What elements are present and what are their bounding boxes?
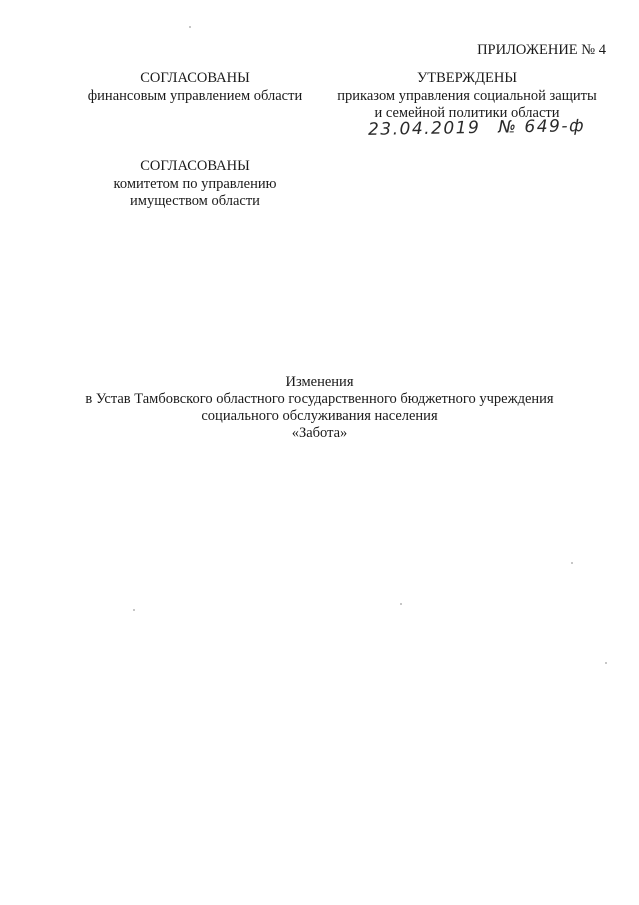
handwritten-date: 23.04.2019 [367, 117, 481, 140]
scan-speck [605, 662, 607, 664]
handwritten-date-number [368, 116, 585, 140]
approval-order-line2: и семейной политики области [374, 105, 560, 121]
scan-speck [133, 609, 135, 611]
document-title [0, 374, 639, 442]
scan-speck [400, 603, 402, 605]
approval-finance-line1: финансовым управлением области [87, 88, 303, 104]
approval-property-line2: имуществом области [130, 193, 260, 209]
approval-property-line1: комитетом по управлению [113, 176, 277, 192]
scan-speck [571, 562, 573, 564]
approval-finance-block [70, 70, 320, 105]
scan-speck [189, 26, 191, 28]
approval-order-line1: приказом управления социальной защиты [337, 88, 597, 104]
document-title-line1: Изменения [285, 374, 354, 390]
approval-property-block [70, 158, 320, 210]
approval-order-block [322, 70, 612, 122]
handwritten-number: № 649-ф [498, 116, 586, 138]
approval-property-heading: СОГЛАСОВАНЫ [140, 158, 250, 174]
document-title-line4: «Забота» [291, 425, 348, 441]
approval-order-heading: УТВЕРЖДЕНЫ [416, 70, 518, 86]
document-title-line2: в Устав Тамбовского областного государственного бюджетного учреждения [85, 391, 554, 407]
approval-finance-heading: СОГЛАСОВАНЫ [140, 70, 250, 86]
appendix-label: ПРИЛОЖЕНИЕ № 4 [477, 42, 606, 58]
document-title-line3: социального обслуживания населения [201, 408, 438, 424]
